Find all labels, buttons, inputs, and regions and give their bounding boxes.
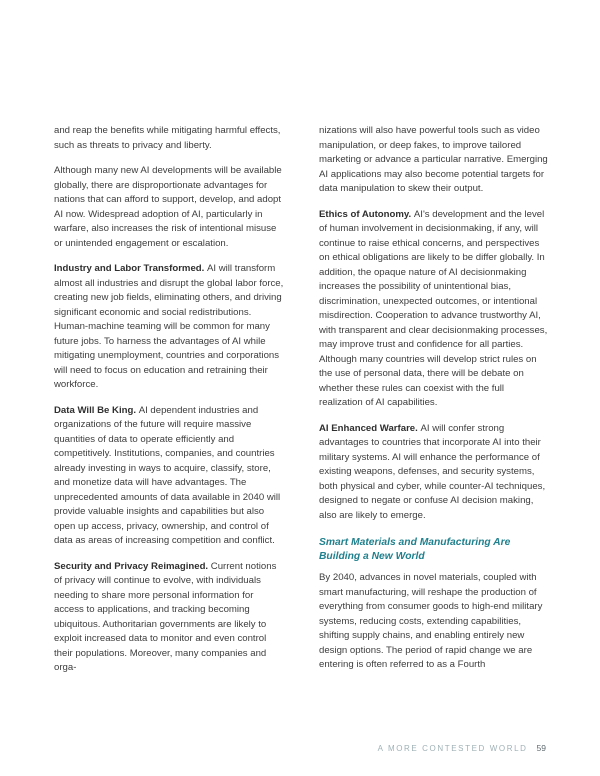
paragraph-text: AI's development and the level of human involvement in decisionmaking, if any, will continue to raise ethical concerns, and perspectives on ethical obligations are likely to be differ globally. In addition, the opaque nature of AI decisionmaking increases the possibility of unintentional bias, discrimination, unexpected outcomes, or intentional misdirection. Cooperation to advance trustworthy AI, with transparent and clear decisionmaking processes, may improve trust and confidence for all parties. Although many countries will develop strict rules on the use of personal data, there will be debate on whether these rules can coexist with the full realization of AI capabilities. (319, 208, 548, 408)
paragraph-lead: AI Enhanced Warfare. (319, 422, 418, 434)
paragraph (54, 560, 284, 676)
footer-section-label: A MORE CONTESTED WORLD (377, 744, 528, 753)
paragraph (54, 262, 284, 393)
paragraph-text: nizations will also have powerful tools such as video manipulation, or deep fakes, to improve tailored marketing or advance a particular narrative. Emerging AI applications may also become potential targets for data manipulation to skew their output. (319, 125, 548, 194)
paragraph (319, 422, 549, 524)
paragraph (319, 208, 549, 411)
paragraph (319, 571, 549, 673)
paragraph (54, 404, 284, 549)
paragraph (319, 124, 549, 197)
paragraph-text: and reap the benefits while mitigating harmful effects, such as threats to privacy and liberty. (54, 125, 281, 151)
page-footer (378, 743, 546, 753)
left-column (54, 124, 284, 687)
paragraph-text: AI will confer strong advantages to countries that incorporate AI into their military systems. AI will enhance the performance of existing weapons, defenses, and security systems, both physical and cyber, while counter-AI techniques, designed to negate or confuse AI decision making, also are likely to emerge. (319, 422, 546, 521)
paragraph-lead: Ethics of Autonomy. (319, 208, 412, 220)
paragraph (54, 124, 284, 153)
paragraph-text: Although many new AI developments will be available globally, there are disproportionate advantages for nations that can afford to support, develop, and adopt AI now. Widespread adoption of AI, particularly in warfare, also increases the risk of intentional misuse or unintended engagement or escalation. (54, 165, 282, 249)
paragraph (54, 164, 284, 251)
footer-page-number: 59 (536, 743, 546, 753)
paragraph-text: By 2040, advances in novel materials, coupled with smart manufacturing, will reshape the production of everything from consumer goods to high-end military systems, reducing costs, extending capabilities, shifting supply chains, and enabling entirely new design options. The period of rapid change we are entering is often referred to as a Fourth (319, 572, 543, 670)
subsection-heading: Smart Materials and Manufacturing Are Building a New World (319, 537, 511, 562)
paragraph-lead: Security and Privacy Reimagined. (54, 560, 209, 572)
paragraph-lead: Industry and Labor Transformed. (54, 263, 205, 274)
paragraph-text: AI dependent industries and organizations of the future will require massive quantities of data to operate efficiently and competitively. Institutions, companies, and countries already investing in ways to acquire, classify, store, and monetize data will have advantages. The unprecedented amounts of data available in 2040 will provide valuable insights and capabilities but also open up access, privacy, ownership, and control of data as areas of increasing competition and conflict. (54, 404, 281, 546)
right-column (319, 124, 549, 684)
paragraph-lead: Data Will Be King. (54, 404, 137, 416)
paragraph-text: AI will transform almost all industries and disrupt the global labor force, creating new job fields, eliminating others, and driving significant economic and social redistributions. Human-machine teaming will be common for many future jobs. To harness the advantages of AI while mitigating unemployment, countries and corporations will need to focus on education and retraining their workforce. (54, 263, 284, 390)
paragraph-text: Current notions of privacy will continue to evolve, with individuals needing to share more personal information for access to applications, and tracking becoming ubiquitous. Authoritarian governments are likely to exploit increased data to monitor and even control their populations. Moreover, many companies and orga- (54, 560, 277, 673)
